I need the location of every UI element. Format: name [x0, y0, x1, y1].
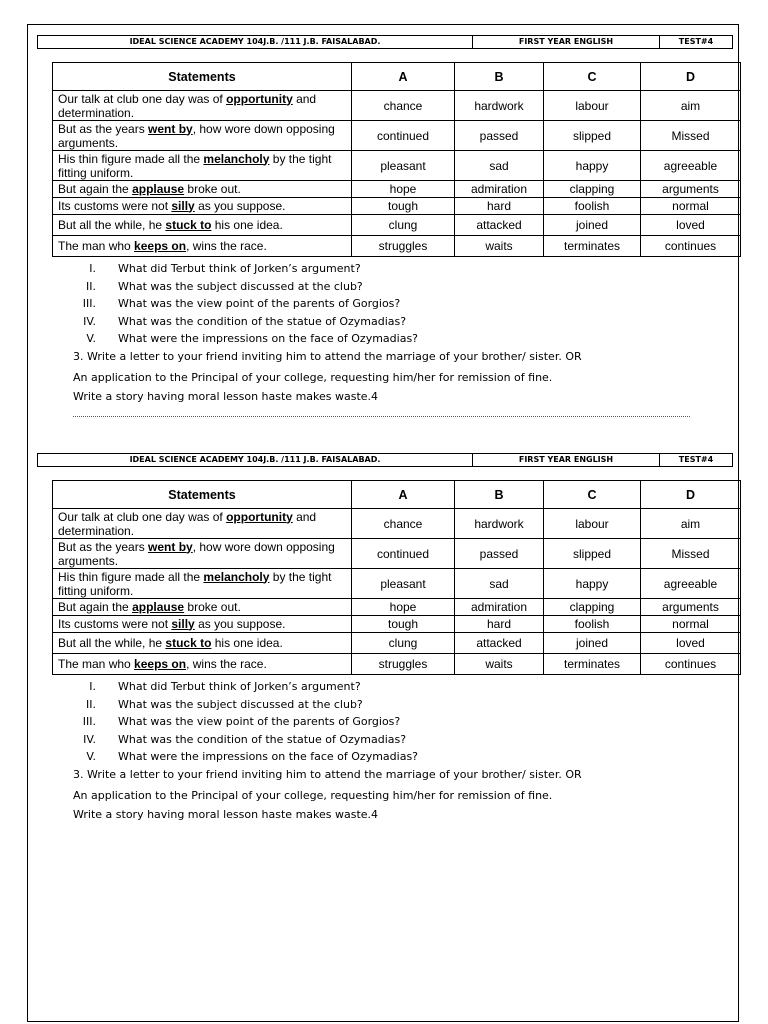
question-number: IV.: [83, 314, 96, 328]
option-a: continued: [352, 121, 455, 151]
table-row: [53, 654, 741, 675]
column-header: A: [352, 481, 455, 509]
option-b: hard: [455, 198, 544, 215]
option-c: foolish: [544, 198, 641, 215]
column-header: Statements: [53, 63, 352, 91]
option-a: hope: [352, 599, 455, 616]
keyword: stuck to: [165, 217, 212, 232]
option-d: continues: [641, 236, 741, 257]
question-number: I.: [89, 680, 96, 693]
column-header: A: [352, 63, 455, 91]
question-text: What was the condition of the statue of Ozymadias?: [118, 732, 407, 746]
option-a: struggles: [352, 236, 455, 257]
option-d: Missed: [641, 539, 741, 569]
option-a: hope: [352, 181, 455, 198]
statement-text: , wins the race.: [186, 656, 267, 671]
option-b: sad: [455, 151, 544, 181]
table-row: [53, 633, 741, 654]
keyword: melancholy: [203, 151, 270, 166]
table-row: [53, 198, 741, 215]
statement-text: But as the years: [58, 121, 149, 136]
question-text: What was the subject discussed at the club?: [118, 697, 363, 711]
story-prompt: Write a story having moral lesson haste makes waste.4: [73, 808, 379, 821]
statement-text: But all the while, he: [58, 217, 166, 232]
keyword: melancholy: [203, 569, 270, 584]
keyword: opportunity: [226, 91, 293, 106]
option-b: passed: [455, 121, 544, 151]
statement-text: and determination.: [58, 509, 317, 538]
statement: [53, 633, 352, 654]
question-number: V.: [86, 332, 96, 345]
option-b: waits: [455, 654, 544, 675]
statement: [53, 569, 352, 599]
option-c: clapping: [544, 181, 641, 198]
option-d: aim: [641, 509, 741, 539]
option-c: labour: [544, 91, 641, 121]
option-d: agreeable: [641, 151, 741, 181]
option-b: waits: [455, 236, 544, 257]
table-row: [53, 236, 741, 257]
statement-text: But all the while, he: [58, 635, 166, 650]
question-number: II.: [86, 279, 96, 293]
statement: [53, 91, 352, 121]
keyword: went by: [148, 121, 193, 136]
option-a: pleasant: [352, 151, 455, 181]
test-number: TEST#4: [660, 454, 733, 467]
statement-text: But as the years: [58, 539, 149, 554]
statement: [53, 181, 352, 198]
option-b: admiration: [455, 181, 544, 198]
keyword: went by: [148, 539, 193, 554]
option-c: foolish: [544, 616, 641, 633]
table-row: [53, 215, 741, 236]
option-d: arguments: [641, 181, 741, 198]
table-row: [53, 569, 741, 599]
statement-text: Its customs were not: [58, 198, 172, 213]
question-text: What did Terbut think of Jorken’s argument?: [118, 262, 361, 275]
header-table: [37, 453, 733, 467]
statement-text: as you suppose.: [194, 616, 286, 631]
column-header: D: [641, 481, 741, 509]
option-b: hard: [455, 616, 544, 633]
statement-text: His thin figure made all the: [58, 569, 204, 584]
question-text: What did Terbut think of Jorken’s argument?: [118, 680, 361, 693]
statement-text: by the tight fitting uniform.: [58, 569, 332, 598]
option-b: sad: [455, 569, 544, 599]
option-a: struggles: [352, 654, 455, 675]
academy-name: IDEAL SCIENCE ACADEMY 104J.B. /111 J.B. FAISALABAD.: [38, 454, 473, 467]
table-row: [53, 181, 741, 198]
application-prompt: An application to the Principal of your college, requesting him/her for remission of fine.: [73, 789, 553, 802]
option-d: agreeable: [641, 569, 741, 599]
test-paper-copy-2: [0, 442, 768, 862]
table-row: [53, 121, 741, 151]
option-c: happy: [544, 151, 641, 181]
statement: [53, 599, 352, 616]
option-c: happy: [544, 569, 641, 599]
letter-prompt: 3. Write a letter to your friend inviting him to attend the marriage of your brother/ sister. OR: [73, 768, 582, 781]
statement: [53, 509, 352, 539]
column-header: B: [455, 63, 544, 91]
option-c: joined: [544, 633, 641, 654]
subject-name: FIRST YEAR ENGLISH: [473, 454, 660, 467]
statement-text: , how wore down opposing arguments.: [58, 539, 335, 568]
option-c: clapping: [544, 599, 641, 616]
option-c: slipped: [544, 539, 641, 569]
statement: [53, 121, 352, 151]
statement-text: Our talk at club one day was of: [58, 91, 227, 106]
statement-text: his one idea.: [211, 217, 283, 232]
option-d: loved: [641, 215, 741, 236]
column-header: C: [544, 63, 641, 91]
keyword: opportunity: [226, 509, 293, 524]
table-row: [53, 91, 741, 121]
statement-text: broke out.: [184, 181, 241, 196]
cut-line-divider: [73, 416, 690, 417]
question-text: What was the view point of the parents of Gorgios?: [118, 297, 401, 310]
statement-text: The man who: [58, 238, 135, 253]
option-a: continued: [352, 539, 455, 569]
statement-text: His thin figure made all the: [58, 151, 204, 166]
table-row: [53, 599, 741, 616]
statement-text: The man who: [58, 656, 135, 671]
keyword: stuck to: [165, 635, 212, 650]
statement-text: But again the: [58, 181, 133, 196]
column-header: Statements: [53, 481, 352, 509]
statement-text: Our talk at club one day was of: [58, 509, 227, 524]
subject-name: FIRST YEAR ENGLISH: [473, 36, 660, 49]
statement: [53, 236, 352, 257]
option-d: loved: [641, 633, 741, 654]
column-header: D: [641, 63, 741, 91]
question-number: V.: [86, 750, 96, 763]
test-number: TEST#4: [660, 36, 733, 49]
statement-text: , how wore down opposing arguments.: [58, 121, 335, 150]
option-a: chance: [352, 91, 455, 121]
statement: [53, 215, 352, 236]
synonyms-table: [52, 62, 741, 257]
application-prompt: An application to the Principal of your college, requesting him/her for remission of fine.: [73, 371, 553, 384]
option-d: Missed: [641, 121, 741, 151]
option-a: tough: [352, 616, 455, 633]
statement-text: as you suppose.: [194, 198, 286, 213]
question-text: What was the subject discussed at the club?: [118, 279, 363, 293]
question-text: What was the condition of the statue of Ozymadias?: [118, 314, 407, 328]
table-row: [53, 151, 741, 181]
table-row: [53, 539, 741, 569]
statement-text: and determination.: [58, 91, 317, 120]
keyword: keeps on: [134, 656, 187, 671]
option-d: normal: [641, 198, 741, 215]
option-b: hardwork: [455, 91, 544, 121]
table-header-row: [53, 481, 741, 509]
option-d: continues: [641, 654, 741, 675]
option-d: aim: [641, 91, 741, 121]
keyword: applause: [132, 599, 185, 614]
option-b: admiration: [455, 599, 544, 616]
table-row: [53, 509, 741, 539]
question-number: IV.: [83, 732, 96, 746]
column-header: C: [544, 481, 641, 509]
option-a: clung: [352, 215, 455, 236]
option-a: clung: [352, 633, 455, 654]
option-c: terminates: [544, 654, 641, 675]
option-c: labour: [544, 509, 641, 539]
question-number: III.: [82, 715, 96, 728]
statement: [53, 616, 352, 633]
question-text: What was the view point of the parents of Gorgios?: [118, 715, 401, 728]
statement-text: his one idea.: [211, 635, 283, 650]
table-header-row: [53, 63, 741, 91]
statement-text: Its customs were not: [58, 616, 172, 631]
option-b: attacked: [455, 215, 544, 236]
option-b: hardwork: [455, 509, 544, 539]
option-c: joined: [544, 215, 641, 236]
statement-text: , wins the race.: [186, 238, 267, 253]
option-b: attacked: [455, 633, 544, 654]
keyword: silly: [171, 616, 195, 631]
column-header: B: [455, 481, 544, 509]
academy-name: IDEAL SCIENCE ACADEMY 104J.B. /111 J.B. FAISALABAD.: [38, 36, 473, 49]
letter-prompt: 3. Write a letter to your friend inviting him to attend the marriage of your brother/ sister. OR: [73, 350, 582, 363]
statement-text: by the tight fitting uniform.: [58, 151, 332, 180]
header-table: [37, 35, 733, 49]
synonyms-table: [52, 480, 741, 675]
option-c: slipped: [544, 121, 641, 151]
statement: [53, 151, 352, 181]
question-number: III.: [82, 297, 96, 310]
question-text: What were the impressions on the face of Ozymadias?: [118, 750, 419, 763]
option-a: tough: [352, 198, 455, 215]
question-text: What were the impressions on the face of Ozymadias?: [118, 332, 419, 345]
keyword: applause: [132, 181, 185, 196]
statement-text: But again the: [58, 599, 133, 614]
option-a: pleasant: [352, 569, 455, 599]
keyword: silly: [171, 198, 195, 213]
option-d: normal: [641, 616, 741, 633]
story-prompt: Write a story having moral lesson haste makes waste.4: [73, 390, 379, 403]
test-paper-copy-1: [0, 24, 768, 444]
table-row: [53, 616, 741, 633]
statement: [53, 654, 352, 675]
option-a: chance: [352, 509, 455, 539]
option-b: passed: [455, 539, 544, 569]
option-c: terminates: [544, 236, 641, 257]
option-d: arguments: [641, 599, 741, 616]
statement: [53, 198, 352, 215]
question-number: II.: [86, 697, 96, 711]
statement: [53, 539, 352, 569]
question-number: I.: [89, 262, 96, 275]
keyword: keeps on: [134, 238, 187, 253]
statement-text: broke out.: [184, 599, 241, 614]
